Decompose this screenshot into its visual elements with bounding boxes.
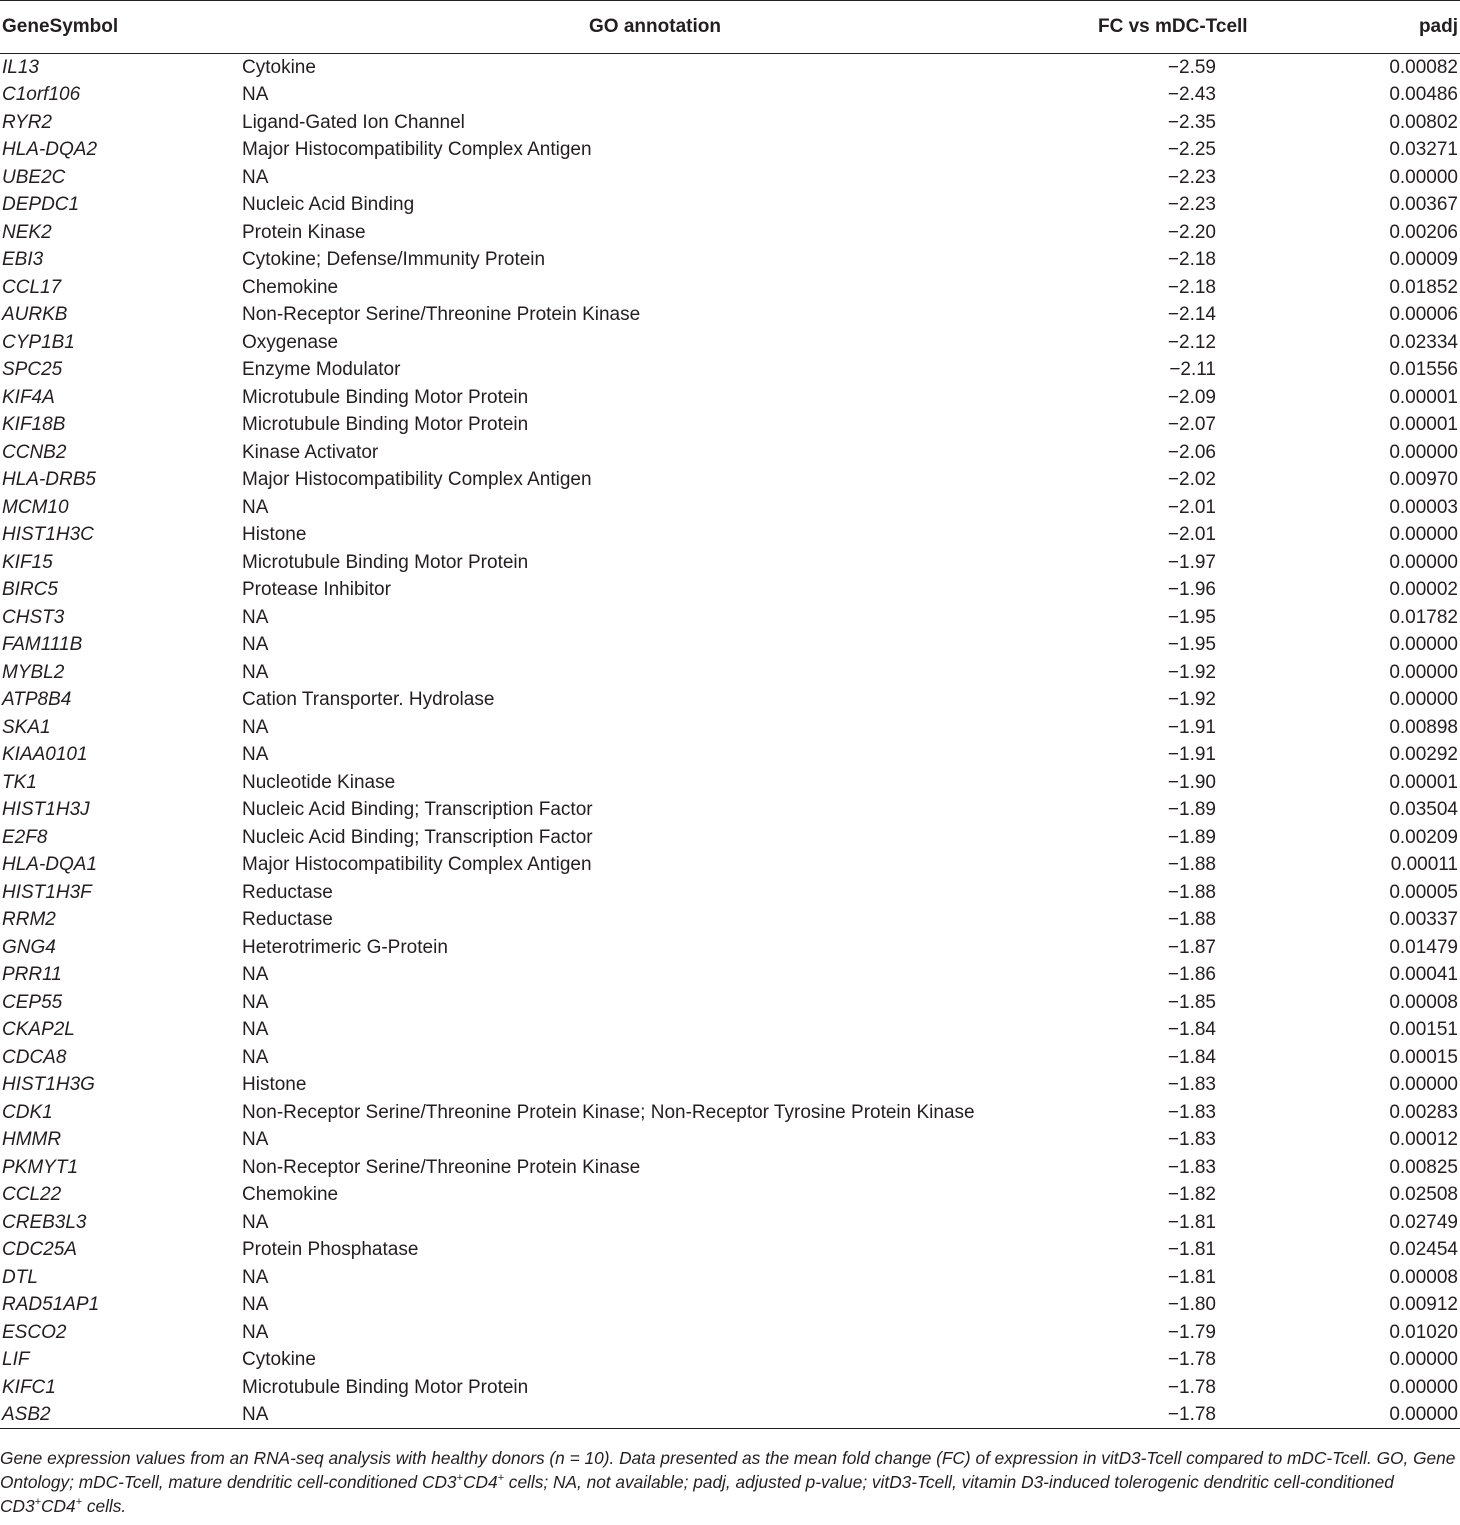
table-row <box>0 851 1460 879</box>
gene-symbol-cell: FAM111B <box>2 634 83 656</box>
table-row <box>0 824 1460 852</box>
gene-symbol-cell: ESCO2 <box>2 1321 67 1343</box>
fold-change-cell: −1.95 <box>1167 634 1216 656</box>
go-annotation-cell: Microtubule Binding Motor Protein <box>242 386 529 408</box>
table-body <box>0 54 1460 1429</box>
gene-symbol-cell: HIST1H3F <box>2 881 92 903</box>
table-row <box>0 411 1460 439</box>
gene-symbol-cell: ATP8B4 <box>2 689 72 711</box>
gene-symbol-cell: PKMYT1 <box>2 1156 79 1178</box>
gene-symbol-cell: HIST1H3G <box>2 1074 95 1096</box>
gene-symbol-cell: CDC25A <box>2 1239 77 1261</box>
gene-symbol-cell: CCL22 <box>2 1184 62 1206</box>
fold-change-cell: −1.81 <box>1167 1239 1216 1261</box>
go-annotation-cell: Nucleic Acid Binding <box>242 194 415 216</box>
fold-change-cell: −1.88 <box>1167 909 1216 931</box>
go-annotation-cell: Ligand-Gated Ion Channel <box>242 111 465 133</box>
padj-cell: 0.00001 <box>1389 414 1458 436</box>
go-annotation-cell: Kinase Activator <box>242 441 379 463</box>
table-row <box>0 1291 1460 1319</box>
gene-symbol-cell: KIFC1 <box>2 1376 56 1398</box>
fold-change-cell: −2.18 <box>1167 276 1216 298</box>
padj-cell: 0.00006 <box>1389 304 1458 326</box>
footnote-text-5: cells. <box>82 1496 127 1516</box>
padj-cell: 0.00000 <box>1389 1074 1458 1096</box>
go-annotation-cell: Cytokine; Defense/Immunity Protein <box>242 249 546 271</box>
table-row <box>0 109 1460 137</box>
fold-change-cell: −1.88 <box>1167 881 1216 903</box>
go-annotation-cell: Nucleic Acid Binding; Transcription Factor <box>242 826 593 848</box>
gene-symbol-cell: HLA-DQA1 <box>2 854 98 876</box>
padj-cell: 0.00008 <box>1389 1266 1458 1288</box>
padj-cell: 0.00802 <box>1389 111 1458 133</box>
gene-symbol-cell: CCL17 <box>2 276 62 298</box>
header-padj: padj <box>1220 1 1460 54</box>
fold-change-cell: −1.79 <box>1167 1321 1216 1343</box>
gene-symbol-cell: LIF <box>2 1349 30 1371</box>
go-annotation-cell: Major Histocompatibility Complex Antigen <box>242 469 592 491</box>
fold-change-cell: −1.85 <box>1167 991 1216 1013</box>
go-annotation-cell: Major Histocompatibility Complex Antigen <box>242 854 592 876</box>
fold-change-cell: −2.23 <box>1167 166 1216 188</box>
fold-change-cell: −2.43 <box>1167 84 1216 106</box>
padj-cell: 0.01479 <box>1389 936 1458 958</box>
fold-change-cell: −1.81 <box>1167 1266 1216 1288</box>
go-annotation-cell: Non-Receptor Serine/Threonine Protein Kinase <box>242 1156 641 1178</box>
fold-change-cell: −1.86 <box>1167 964 1216 986</box>
gene-symbol-cell: CDCA8 <box>2 1046 67 1068</box>
padj-cell: 0.00292 <box>1389 744 1458 766</box>
fold-change-cell: −2.20 <box>1167 221 1216 243</box>
padj-cell: 0.00000 <box>1220 1401 1460 1429</box>
padj-cell: 0.00009 <box>1389 249 1458 271</box>
table-row <box>0 576 1460 604</box>
padj-cell: 0.00367 <box>1389 194 1458 216</box>
go-annotation-cell: NA <box>242 1129 269 1151</box>
padj-cell: 0.00001 <box>1389 771 1458 793</box>
fold-change-cell: −1.90 <box>1167 771 1216 793</box>
footnote-text-1: Gene expression values from an RNA-seq analysis with healthy donors (n = 10). Data presented as the mean fold change (FC) of expression in vitD3-Tcell compared to mDC-Tcell. GO, Gene Ontology; mDC-Tcell, mature dendritic cell-conditioned CD3 <box>0 1448 1456 1492</box>
go-annotation-cell: NA <box>242 1266 269 1288</box>
gene-symbol-cell: KIF15 <box>2 551 53 573</box>
table-row <box>0 631 1460 659</box>
table-row <box>0 1154 1460 1182</box>
footnote-text-3: cells; NA, not available; padj, adjusted p-value; vitD3-Tcell, vitamin D3-induced tolerogenic dendritic cell-conditioned CD3 <box>0 1472 1394 1516</box>
gene-symbol-cell: MYBL2 <box>2 661 65 683</box>
gene-symbol-cell: CDK1 <box>2 1101 53 1123</box>
go-annotation-cell: Microtubule Binding Motor Protein <box>242 1376 529 1398</box>
fold-change-cell: −1.78 <box>1167 1376 1216 1398</box>
fold-change-cell: −1.81 <box>1167 1211 1216 1233</box>
go-annotation-cell: Heterotrimeric G-Protein <box>242 936 448 958</box>
table-row <box>0 521 1460 549</box>
table-row <box>0 796 1460 824</box>
go-annotation-cell: NA <box>242 1294 269 1316</box>
table-row <box>0 164 1460 192</box>
gene-symbol-cell: E2F8 <box>2 826 48 848</box>
fold-change-cell: −1.97 <box>1167 551 1216 573</box>
table-row <box>0 961 1460 989</box>
fold-change-cell: −1.89 <box>1167 826 1216 848</box>
go-annotation-cell: NA <box>242 744 269 766</box>
padj-cell: 0.00000 <box>1389 441 1458 463</box>
gene-symbol-cell: CHST3 <box>2 606 65 628</box>
go-annotation-cell: Non-Receptor Serine/Threonine Protein Kinase; Non-Receptor Tyrosine Protein Kinase <box>242 1101 975 1123</box>
gene-symbol-cell: BIRC5 <box>2 579 58 601</box>
gene-symbol-cell: KIF18B <box>2 414 66 436</box>
padj-cell: 0.03504 <box>1389 799 1458 821</box>
table-row <box>0 549 1460 577</box>
table-row <box>0 769 1460 797</box>
go-annotation-cell: Major Histocompatibility Complex Antigen <box>242 139 592 161</box>
go-annotation-cell: NA <box>242 166 269 188</box>
table-header-row <box>0 1 1460 54</box>
fold-change-cell: −2.09 <box>1167 386 1216 408</box>
padj-cell: 0.00000 <box>1389 1376 1458 1398</box>
fold-change-cell: −1.89 <box>1167 799 1216 821</box>
padj-cell: 0.00898 <box>1389 716 1458 738</box>
fold-change-cell: −1.83 <box>1167 1074 1216 1096</box>
fold-change-cell: −1.92 <box>1167 689 1216 711</box>
go-annotation-cell: NA <box>242 496 269 518</box>
go-annotation-cell: NA <box>242 1211 269 1233</box>
padj-cell: 0.01852 <box>1389 276 1458 298</box>
fold-change-cell: −1.83 <box>1167 1129 1216 1151</box>
fold-change-cell: −2.14 <box>1167 304 1216 326</box>
fold-change-cell: −1.84 <box>1167 1019 1216 1041</box>
table-row <box>0 714 1460 742</box>
go-annotation-cell: Enzyme Modulator <box>242 359 401 381</box>
gene-symbol-cell: EBI3 <box>2 249 44 271</box>
gene-symbol-cell: TK1 <box>2 771 37 793</box>
fold-change-cell: −2.18 <box>1167 249 1216 271</box>
table-footnote <box>0 1446 1456 1518</box>
padj-cell: 0.00151 <box>1389 1019 1458 1041</box>
gene-symbol-cell: UBE2C <box>2 166 66 188</box>
gene-symbol-cell: NEK2 <box>2 221 52 243</box>
padj-cell: 0.00011 <box>1390 854 1458 876</box>
go-annotation-cell: Non-Receptor Serine/Threonine Protein Kinase <box>242 304 641 326</box>
gene-symbol-cell: RYR2 <box>2 111 52 133</box>
table-row <box>0 1071 1460 1099</box>
go-annotation-cell: Chemokine <box>242 1184 339 1206</box>
padj-cell: 0.00005 <box>1389 881 1458 903</box>
go-annotation-cell: Protease Inhibitor <box>242 579 391 601</box>
go-annotation-cell: Histone <box>242 1074 307 1096</box>
padj-cell: 0.00012 <box>1389 1129 1458 1151</box>
padj-cell: 0.02454 <box>1389 1239 1458 1261</box>
go-annotation-cell: Cytokine <box>242 57 316 78</box>
padj-cell: 0.03271 <box>1389 139 1458 161</box>
gene-symbol-cell: IL13 <box>2 57 39 78</box>
padj-cell: 0.02749 <box>1389 1211 1458 1233</box>
padj-cell: 0.00000 <box>1389 524 1458 546</box>
gene-symbol-cell: HMMR <box>2 1129 62 1151</box>
gene-symbol-cell: CCNB2 <box>2 441 67 463</box>
table-row <box>0 1374 1460 1402</box>
footnote-sup-2: + <box>497 1472 504 1485</box>
gene-symbol-cell: RAD51AP1 <box>2 1294 100 1316</box>
fold-change-cell: −2.12 <box>1167 331 1216 353</box>
fold-change-cell: −1.87 <box>1167 936 1216 958</box>
gene-symbol-cell: SKA1 <box>2 716 51 738</box>
go-annotation-cell: NA <box>240 1401 1070 1429</box>
fold-change-cell: −2.02 <box>1167 469 1216 491</box>
fold-change-cell: −1.78 <box>1167 1349 1216 1371</box>
table-row <box>0 329 1460 357</box>
padj-cell: 0.00825 <box>1389 1156 1458 1178</box>
padj-cell: 0.02334 <box>1389 331 1458 353</box>
gene-symbol-cell: MCM10 <box>2 496 69 518</box>
go-annotation-cell: NA <box>242 1046 269 1068</box>
table-row <box>0 1016 1460 1044</box>
table-row <box>0 54 1460 82</box>
go-annotation-cell: Reductase <box>242 909 333 931</box>
table-row <box>0 1346 1460 1374</box>
table-row <box>0 494 1460 522</box>
go-annotation-cell: Histone <box>242 524 307 546</box>
fold-change-cell: −1.78 <box>1070 1401 1220 1429</box>
gene-symbol-cell: KIAA0101 <box>2 744 88 766</box>
table-row <box>0 659 1460 687</box>
gene-symbol-cell: CEP55 <box>2 991 63 1013</box>
footnote-sup-1: + <box>456 1472 463 1485</box>
fold-change-cell: −2.06 <box>1167 441 1216 463</box>
table-row <box>0 604 1460 632</box>
footnote-text-4: CD4 <box>41 1496 76 1516</box>
go-annotation-cell: Nucleotide Kinase <box>242 771 396 793</box>
gene-symbol-cell: GNG4 <box>2 936 56 958</box>
table-row <box>0 191 1460 219</box>
fold-change-cell: −2.25 <box>1167 139 1216 161</box>
gene-symbol-cell: RRM2 <box>2 909 56 931</box>
gene-symbol-cell: HLA-DQA2 <box>2 139 98 161</box>
gene-symbol-cell: KIF4A <box>2 386 55 408</box>
padj-cell: 0.00000 <box>1389 551 1458 573</box>
padj-cell: 0.00000 <box>1389 689 1458 711</box>
go-annotation-cell: NA <box>242 1019 269 1041</box>
gene-symbol-cell: CREB3L3 <box>2 1211 87 1233</box>
table-row <box>0 439 1460 467</box>
table-row <box>0 466 1460 494</box>
go-annotation-cell: NA <box>242 606 269 628</box>
table-row <box>0 1264 1460 1292</box>
go-annotation-cell: NA <box>242 1321 269 1343</box>
table-row <box>0 274 1460 302</box>
fold-change-cell: −1.91 <box>1167 716 1216 738</box>
padj-cell: 0.00000 <box>1389 634 1458 656</box>
gene-symbol-cell: DEPDC1 <box>2 194 80 216</box>
fold-change-cell: −1.83 <box>1167 1101 1216 1123</box>
fold-change-cell: −2.35 <box>1167 111 1216 133</box>
padj-cell: 0.00912 <box>1389 1294 1458 1316</box>
gene-symbol-cell: AURKB <box>2 304 68 326</box>
padj-cell: 0.00000 <box>1389 166 1458 188</box>
table-row <box>0 1099 1460 1127</box>
go-annotation-cell: Microtubule Binding Motor Protein <box>242 414 529 436</box>
gene-symbol-cell: ASB2 <box>0 1401 240 1429</box>
go-annotation-cell: Oxygenase <box>242 331 339 353</box>
padj-cell: 0.00209 <box>1389 826 1458 848</box>
padj-cell: 0.00008 <box>1389 991 1458 1013</box>
gene-symbol-cell: CKAP2L <box>2 1019 75 1041</box>
gene-symbol-cell: DTL <box>2 1266 38 1288</box>
footnote-text-2: CD4 <box>462 1472 498 1492</box>
gene-symbol-cell: HIST1H3C <box>2 524 94 546</box>
go-annotation-cell: NA <box>242 84 269 106</box>
go-annotation-cell: Chemokine <box>242 276 339 298</box>
go-annotation-cell: NA <box>242 991 269 1013</box>
table-row <box>0 934 1460 962</box>
table-row <box>0 1401 1460 1429</box>
table-row <box>0 1236 1460 1264</box>
table-row <box>0 741 1460 769</box>
fold-change-cell: −1.88 <box>1167 854 1216 876</box>
gene-symbol-cell: HLA-DRB5 <box>2 469 96 491</box>
table-row <box>0 301 1460 329</box>
fold-change-cell: −1.96 <box>1167 579 1216 601</box>
padj-cell: 0.01020 <box>1389 1321 1458 1343</box>
table-row <box>0 906 1460 934</box>
go-annotation-cell: NA <box>242 964 269 986</box>
table-row <box>0 356 1460 384</box>
fold-change-cell: −1.83 <box>1167 1156 1216 1178</box>
fold-change-cell: −1.92 <box>1167 661 1216 683</box>
padj-cell: 0.00001 <box>1389 386 1458 408</box>
table-row <box>0 219 1460 247</box>
padj-cell: 0.00000 <box>1389 661 1458 683</box>
table-row <box>0 1209 1460 1237</box>
padj-cell: 0.00337 <box>1389 909 1458 931</box>
fold-change-cell: −2.11 <box>1169 359 1216 381</box>
padj-cell: 0.00486 <box>1389 84 1458 106</box>
go-annotation-cell: NA <box>242 634 269 656</box>
table-row <box>0 136 1460 164</box>
gene-symbol-cell: HIST1H3J <box>2 799 90 821</box>
padj-cell: 0.00000 <box>1389 1349 1458 1371</box>
fold-change-cell: −2.01 <box>1167 524 1216 546</box>
fold-change-cell: −1.91 <box>1167 744 1216 766</box>
fold-change-cell: −2.07 <box>1167 414 1216 436</box>
go-annotation-cell: Cytokine <box>242 1349 316 1371</box>
padj-cell: 0.00041 <box>1389 964 1458 986</box>
header-go-annotation: GO annotation <box>240 1 1070 54</box>
padj-cell: 0.00015 <box>1389 1046 1458 1068</box>
fold-change-cell: −2.23 <box>1167 194 1216 216</box>
padj-cell: 0.00003 <box>1389 496 1458 518</box>
table-row <box>0 686 1460 714</box>
table-row <box>0 989 1460 1017</box>
table-row <box>0 246 1460 274</box>
padj-cell: 0.01556 <box>1389 359 1458 381</box>
go-annotation-cell: NA <box>242 716 269 738</box>
go-annotation-cell: Protein Kinase <box>242 221 366 243</box>
go-annotation-cell: Protein Phosphatase <box>242 1239 419 1261</box>
fold-change-cell: −1.95 <box>1167 606 1216 628</box>
fold-change-cell: −2.59 <box>1167 57 1216 78</box>
go-annotation-cell: NA <box>242 661 269 683</box>
gene-symbol-cell: C1orf106 <box>2 84 81 106</box>
table-row <box>0 879 1460 907</box>
go-annotation-cell: Reductase <box>242 881 333 903</box>
padj-cell: 0.00002 <box>1389 579 1458 601</box>
padj-cell: 0.00082 <box>1389 57 1458 78</box>
fold-change-cell: −2.01 <box>1167 496 1216 518</box>
fold-change-cell: −1.80 <box>1167 1294 1216 1316</box>
footnote-sup-4: + <box>75 1496 83 1509</box>
go-annotation-cell: Microtubule Binding Motor Protein <box>242 551 529 573</box>
go-annotation-cell: Nucleic Acid Binding; Transcription Factor <box>242 799 593 821</box>
fold-change-cell: −1.82 <box>1167 1184 1216 1206</box>
header-fold-change: FC vs mDC-Tcell <box>1070 1 1220 54</box>
gene-symbol-cell: SPC25 <box>2 359 63 381</box>
table-row <box>0 384 1460 412</box>
footnote-sup-3: + <box>34 1496 42 1509</box>
padj-cell: 0.00970 <box>1389 469 1458 491</box>
fold-change-cell: −1.84 <box>1167 1046 1216 1068</box>
padj-cell: 0.02508 <box>1389 1184 1458 1206</box>
gene-symbol-cell: CYP1B1 <box>2 331 75 353</box>
go-annotation-cell: Cation Transporter. Hydrolase <box>242 689 495 711</box>
padj-cell: 0.00206 <box>1389 221 1458 243</box>
table-row <box>0 1181 1460 1209</box>
header-gene-symbol: GeneSymbol <box>0 1 240 54</box>
table-row <box>0 1126 1460 1154</box>
padj-cell: 0.00283 <box>1389 1101 1458 1123</box>
gene-symbol-cell: PRR11 <box>2 964 62 986</box>
padj-cell: 0.01782 <box>1389 606 1458 628</box>
table-row <box>0 81 1460 109</box>
table-row <box>0 1319 1460 1347</box>
table-row <box>0 1044 1460 1072</box>
